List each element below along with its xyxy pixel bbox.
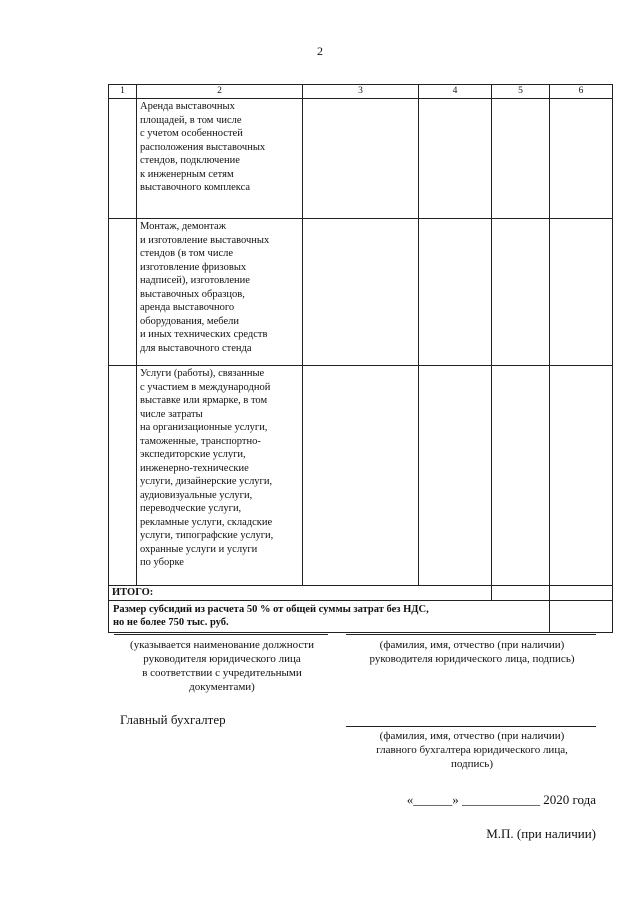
cost-table <box>108 84 613 633</box>
expense-item-cell: Аренда выставочных площадей, в том числе с учетом особенностей расположения выставочных стендов, подключение к инженерным сетям выставочного комплекса <box>137 99 303 219</box>
date-line: «______» ____________ 2020 года <box>406 792 596 807</box>
row-number-cell <box>109 366 137 586</box>
column-header-3: 3 <box>303 85 419 99</box>
expense-item-cell: Услуги (работы), связанные с участием в международной выставке или ярмарке, в том числе затраты на организационные услуги, таможенные, транспортно- экспедиторские услуги, инженерно-технические услуги, дизайнерские услуги, аудиовизуальные услуги, переводческие услуги, рекламные услуги, складские услуги, типографские услуги, охранные услуги и услуги по уборке <box>137 366 303 586</box>
empty-cell <box>550 219 613 366</box>
total-row <box>109 586 613 601</box>
column-header-5: 5 <box>492 85 550 99</box>
table-row <box>109 99 613 219</box>
empty-cell <box>419 99 492 219</box>
chief-accountant-signature-line <box>346 726 596 727</box>
column-header-4: 4 <box>419 85 492 99</box>
empty-cell <box>550 99 613 219</box>
head-name-signature-line <box>346 634 596 635</box>
empty-cell <box>492 366 550 586</box>
subsidy-label: Размер субсидий из расчета 50 % от общей суммы затрат без НДС, но не более 750 тыс. руб. <box>109 601 550 633</box>
page-number: 2 <box>317 44 323 58</box>
empty-cell <box>303 366 419 586</box>
table-row <box>109 366 613 586</box>
expense-item-cell: Монтаж, демонтаж и изготовление выставочных стендов (в том числе изготовление фризовых надписей), изготовление выставочных образцов, аренда выставочного оборудования, мебели и иных технических средств для выставочного стенда <box>137 219 303 366</box>
empty-cell <box>550 366 613 586</box>
table-header-row <box>109 85 613 99</box>
total-label: ИТОГО: <box>109 586 492 601</box>
column-header-6: 6 <box>550 85 613 99</box>
head-position-caption: (указывается наименование должности руководителя юридического лица в соответствии с учредительными документами) <box>130 639 314 693</box>
chief-accountant-label: Главный бухгалтер <box>120 712 226 727</box>
empty-cell <box>492 99 550 219</box>
row-number-cell <box>109 219 137 366</box>
empty-cell <box>492 219 550 366</box>
table-row <box>109 219 613 366</box>
empty-cell <box>303 219 419 366</box>
empty-cell <box>550 601 613 633</box>
subsidy-row <box>109 601 613 633</box>
column-header-1: 1 <box>109 85 137 99</box>
row-number-cell <box>109 99 137 219</box>
empty-cell <box>419 219 492 366</box>
seal-note: М.П. (при наличии) <box>486 826 596 841</box>
empty-cell <box>303 99 419 219</box>
head-position-signature-line <box>114 634 328 635</box>
column-header-2: 2 <box>137 85 303 99</box>
empty-cell <box>419 366 492 586</box>
head-name-caption: (фамилия, имя, отчество (при наличии) руководителя юридического лица, подпись) <box>369 639 575 665</box>
empty-cell <box>492 586 550 601</box>
empty-cell <box>550 586 613 601</box>
chief-accountant-caption: (фамилия, имя, отчество (при наличии) главного бухгалтера юридического лица, подпись) <box>376 730 568 770</box>
